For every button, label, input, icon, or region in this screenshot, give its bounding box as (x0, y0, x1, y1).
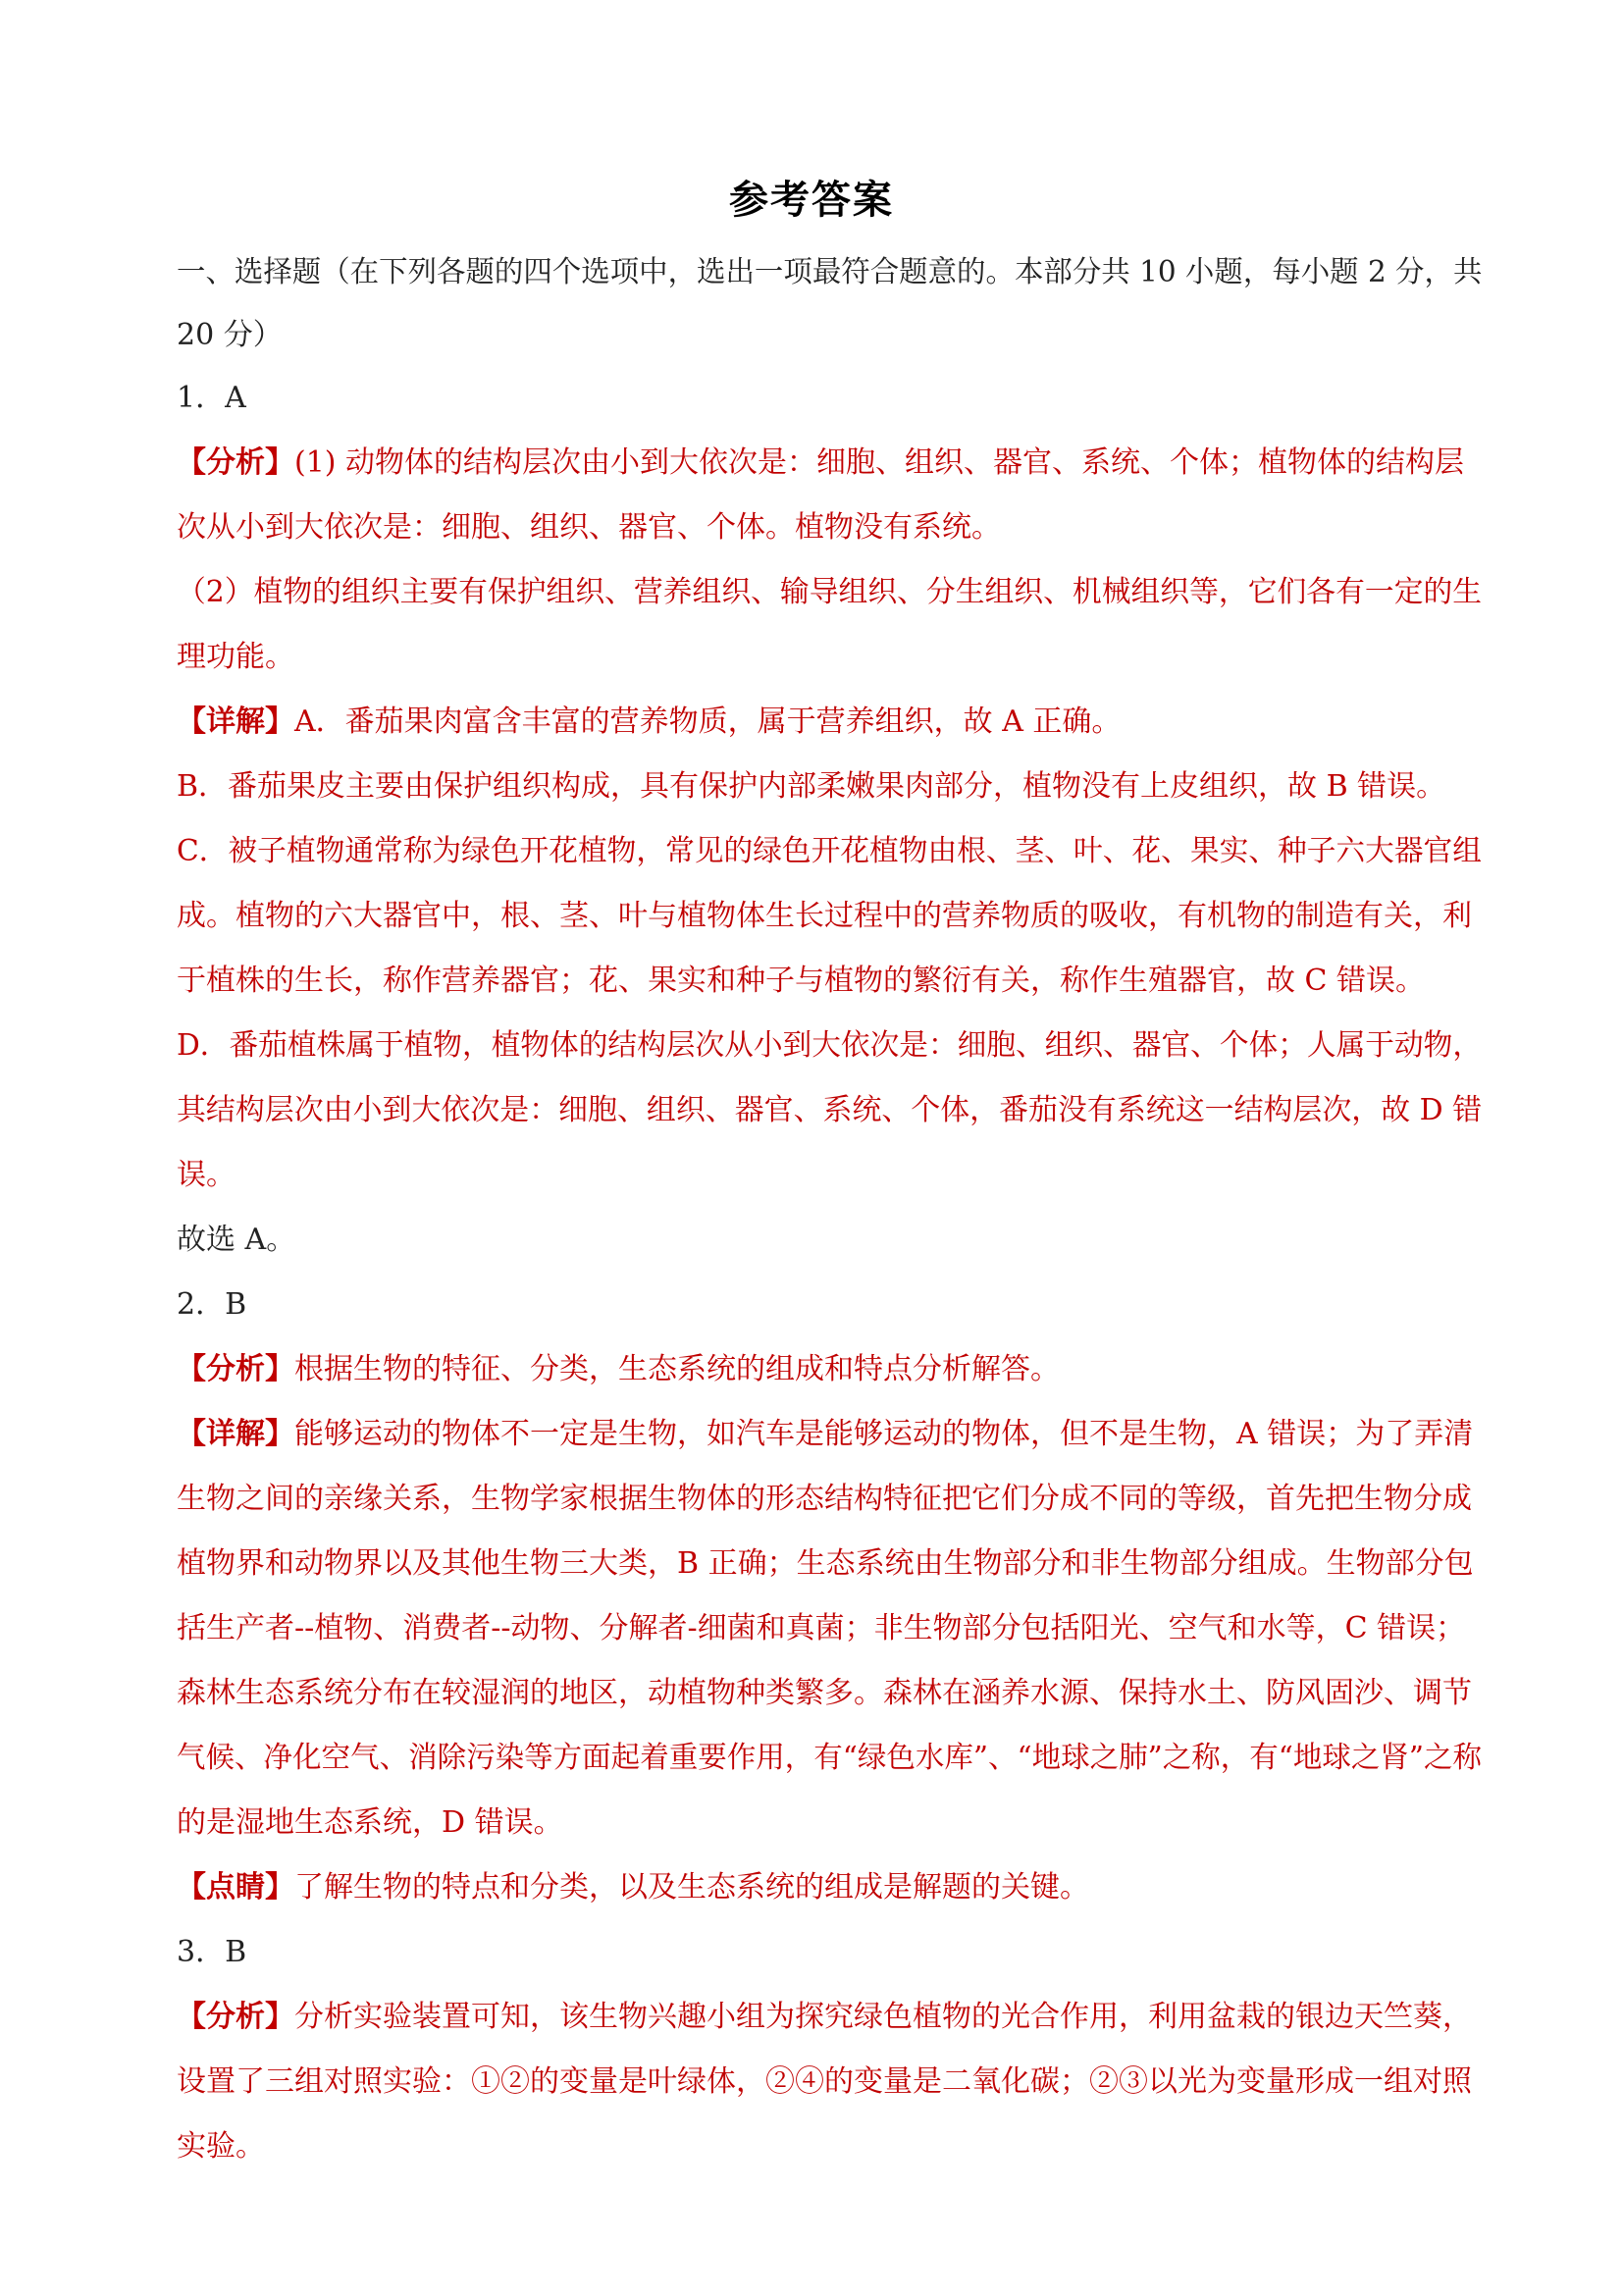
q2-detail-line (177, 1415, 1482, 1454)
q3-analysis-line: 设置了三组对照实验：①②的变量是叶绿体，②④的变量是二氧化碳；②③以光为变量形成一组对照 (177, 2064, 1472, 2099)
q1-analysis-line: 理功能。 (177, 640, 294, 674)
answer-q2: 2．B (177, 1287, 247, 1322)
q2-analysis-line (177, 1350, 1482, 1389)
q1-detail-line (177, 703, 1482, 742)
answer-q1: 1．A (177, 381, 246, 415)
q1-detail-line: 成。植物的六大器官中，根、茎、叶与植物体生长过程中的营养物质的吸收，有机物的制造有关，利 (177, 899, 1472, 933)
analysis-tag: 【分析】 (177, 1352, 294, 1386)
q1-analysis-text: (1) 动物体的结构层次由小到大依次是：细胞、组织、器官、系统、个体；植物体的结构层 (294, 445, 1465, 480)
q1-detail-line: D．番茄植株属于植物，植物体的结构层次从小到大依次是：细胞、组织、器官、个体；人属于动物， (177, 1028, 1483, 1063)
answer-q3: 3．B (177, 1935, 247, 1969)
q2-detail-line: 括生产者--植物、消费者--动物、分解者-细菌和真菌；非生物部分包括阳光、空气和水等，C 错误； (177, 1611, 1466, 1645)
q3-analysis-text: 分析实验装置可知，该生物兴趣小组为探究绿色植物的光合作用，利用盆栽的银边天竺葵， (294, 2000, 1472, 2034)
detail-tag: 【详解】 (177, 1417, 294, 1451)
q2-detail-line: 生物之间的亲缘关系，生物学家根据生物体的形态结构特征把它们分成不同的等级，首先把生物分成 (177, 1482, 1472, 1516)
q1-detail-line: C．被子植物通常称为绿色开花植物，常见的绿色开花植物由根、茎、叶、花、果实、种子六大器官组 (177, 834, 1482, 868)
page-title: 参考答案 (729, 178, 894, 223)
q1-detail-line: 其结构层次由小到大依次是：细胞、组织、器官、系统、个体，番茄没有系统这一结构层次，故 D 错 (177, 1093, 1483, 1127)
analysis-tag: 【分析】 (177, 2000, 294, 2034)
q3-analysis-line: 实验。 (177, 2129, 265, 2164)
detail-tag: 【详解】 (177, 704, 294, 739)
q1-detail-line: 于植株的生长，称作营养器官；花、果实和种子与植物的繁衍有关，称作生殖器官，故 C 错误。 (177, 964, 1426, 998)
q2-analysis-text: 根据生物的特征、分类，生态系统的组成和特点分析解答。 (294, 1352, 1060, 1386)
comment-tag: 【点睛】 (177, 1870, 294, 1905)
q2-detail-line: 的是湿地生态系统，D 错误。 (177, 1805, 563, 1840)
q1-analysis-line: 次从小到大依次是：细胞、组织、器官、个体。植物没有系统。 (177, 510, 1001, 545)
q2-detail-text: 能够运动的物体不一定是生物，如汽车是能够运动的物体，但不是生物，A 错误；为了弄清 (294, 1417, 1474, 1451)
analysis-tag: 【分析】 (177, 445, 294, 480)
q1-analysis-line: （2）植物的组织主要有保护组织、营养组织、输导组织、分生组织、机械组织等，它们各有一定的生 (177, 575, 1483, 609)
q2-detail-line: 植物界和动物界以及其他生物三大类，B 正确；生态系统由生物部分和非生物部分组成。生物部分包 (177, 1546, 1474, 1581)
q1-detail-line: B．番茄果皮主要由保护组织构成，具有保护内部柔嫩果肉部分，植物没有上皮组织，故 B 错误。 (177, 769, 1446, 804)
q2-detail-line: 气候、净化空气、消除污染等方面起着重要作用，有“绿色水库”、“地球之肺”之称，有“地球之肾”之称 (177, 1741, 1483, 1775)
q1-detail-text: A．番茄果肉富含丰富的营养物质，属于营养组织，故 A 正确。 (294, 704, 1122, 739)
q2-comment-line (177, 1868, 1482, 1907)
q1-detail-line: 误。 (177, 1158, 236, 1192)
q2-detail-line: 森林生态系统分布在较湿润的地区，动植物种类繁多。森林在涵养水源、保持水土、防风固沙、调节 (177, 1676, 1472, 1710)
q2-comment-text: 了解生物的特点和分类，以及生态系统的组成是解题的关键。 (294, 1870, 1089, 1905)
q1-analysis-line (177, 444, 1482, 483)
section-header-line: 一、选择题（在下列各题的四个选项中，选出一项最符合题意的。本部分共 10 小题，每小题 2 分，共 (177, 255, 1483, 289)
q3-analysis-line (177, 1998, 1482, 2037)
q1-conclusion: 故选 A。 (177, 1223, 296, 1257)
section-header-line: 20 分） (177, 318, 283, 352)
